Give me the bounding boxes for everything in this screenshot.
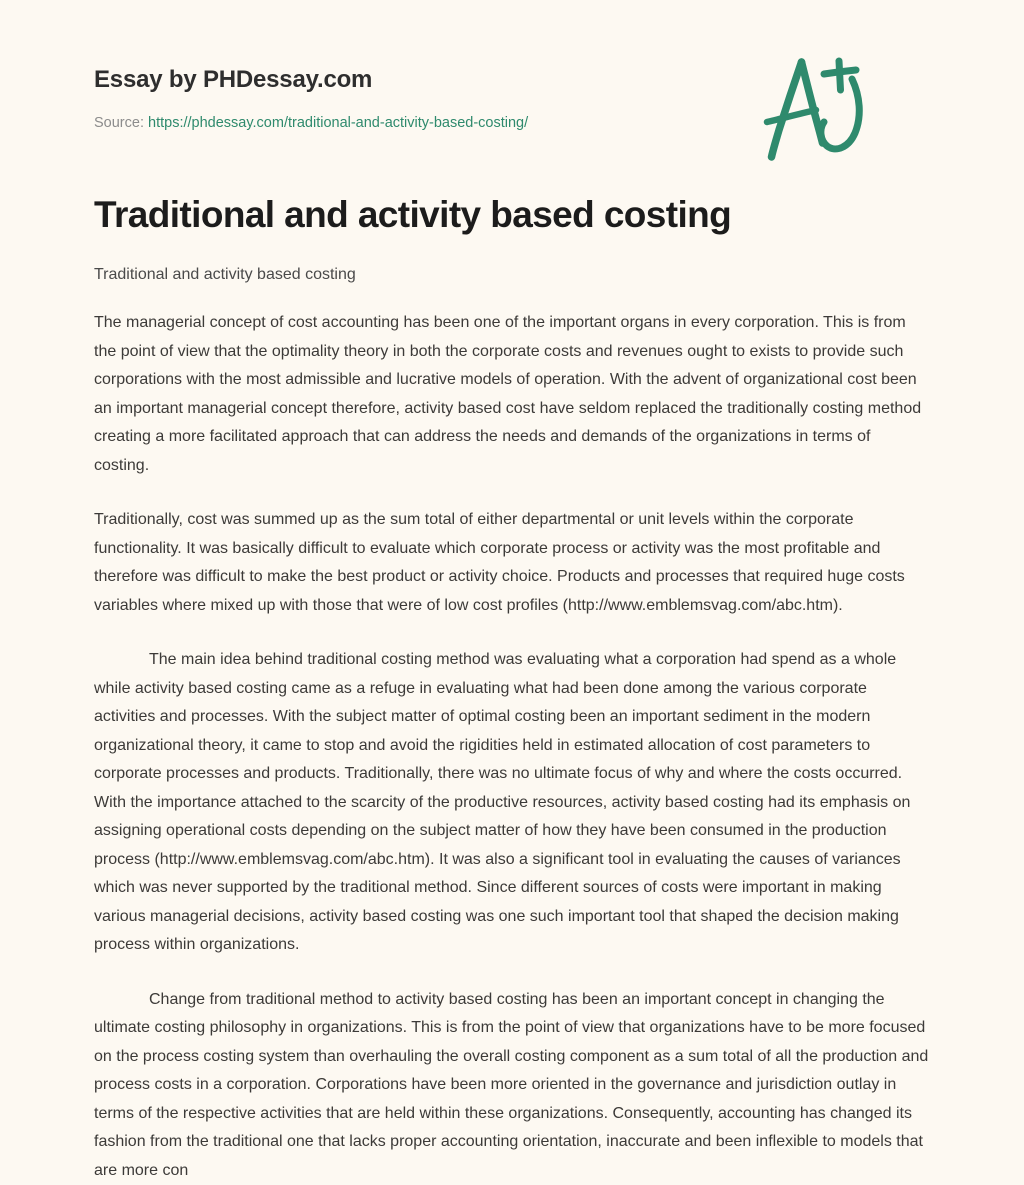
essay-paragraph: The managerial concept of cost accounting has been one of the important organs in every corporation. This is from the point of view that the optimality theory in both the corporate costs and revenues ought to exists to provide such corporations with the most admissible and lucrative models of operation. With the advent of organizational cost been an important managerial concept therefore, activity based cost have seldom replaced the traditionally costing method creating a more facilitated approach that can address the needs and demands of the organizations in terms of costing. <box>94 314 922 474</box>
essay-paragraph: Change from traditional method to activity based costing has been an important concept in changing the ultimate costing philosophy in organizations. This is from the point of view that organizations have to be more focused on the process costing system than overhauling the overall costing component as a sum total of all the production and process costs in a corporation. Corporations have been more oriented in the governance and jurisdiction outlay in terms of the respective activities that are held within these organizations. Consequently, accounting has changed its fashion from the traditional one that lacks proper accounting orientation, inaccurate and been inflexible to models that are more con <box>94 990 929 1179</box>
essay-subtitle: Traditional and activity based costing <box>94 266 356 284</box>
source-url-link[interactable]: https://phdessay.com/traditional-and-activity-based-costing/ <box>148 114 529 131</box>
aplus-logo-icon <box>756 52 872 172</box>
essay-content <box>94 133 930 1185</box>
essay-body <box>94 309 930 1185</box>
brand-title: Essay by PHDessay.com <box>94 66 373 93</box>
page-header <box>94 0 930 133</box>
essay-paragraph: The main idea behind traditional costing method was evaluating what a corporation had spend as a whole while activity based costing came as a refuge in evaluating what had been done among the various corporate activities and processes. With the subject matter of optimal costing been an important sediment in the modern organizational theory, it came to stop and avoid the rigidities held in estimated allocation of cost parameters to corporate processes and products. Traditionally, there was no ultimate focus of why and where the costs occurred. With the importance attached to the scarcity of the productive resources, activity based costing had its emphasis on assigning operational costs depending on the subject matter of how they have been consumed in the production process (http://www.emblemsvag.com/abc.htm). It was also a significant tool in evaluating the causes of variances which was never supported by the traditional method. Since different sources of costs were important in making various managerial decisions, activity based costing was one such important tool that shaped the decision making process within organizations. <box>94 651 911 954</box>
page-title: Traditional and activity based costing <box>94 193 732 235</box>
essay-paragraph: Traditionally, cost was summed up as the sum total of either departmental or unit levels within the corporate functionality. It was basically difficult to evaluate which corporate process or activity was the most profitable and therefore was difficult to make the best product or activity choice. Products and processes that required huge costs variables where mixed up with those that were of low cost profiles (http://www.emblemsvag.com/abc.htm). <box>94 511 905 614</box>
source-label: Source: <box>94 114 144 131</box>
